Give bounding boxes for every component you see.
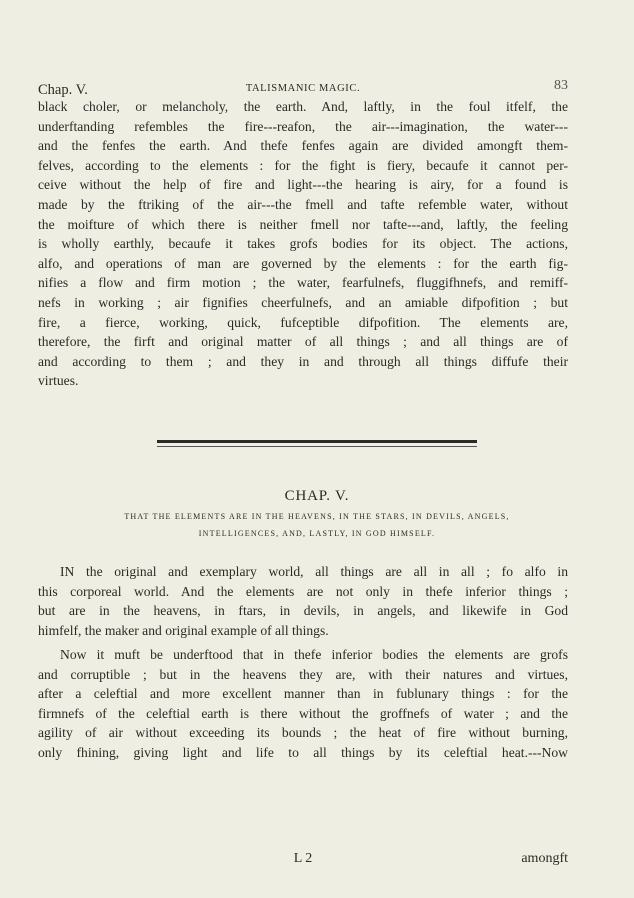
text-line: fire, a fierce, working, quick, fufceptible difpofition. The elements are, [38, 314, 568, 330]
section-rule [157, 440, 477, 443]
header-chapter: Chap. V. [38, 82, 88, 98]
paragraph-2 [38, 645, 568, 763]
text-line: IN the original and exemplary world, all things are all in all ; fo alfo in [60, 564, 568, 579]
text-line: firmnefs of the celeftial earth is there without the groffnefs of water ; and the [38, 705, 568, 721]
text-line: ceive without the help of fire and light---the hearing is airy, for a found is [38, 177, 568, 193]
catchword: amongft [521, 851, 568, 866]
text-line: but are in the heavens, in ftars, in devils, in angels, and likewife in God [38, 603, 568, 619]
text-line: virtues. [38, 373, 79, 389]
text-line: and the fenfes the earth. And thefe fenfes again are divided amongft them- [38, 138, 568, 154]
text-line: Now it muft be underftood that in thefe inferior bodies the elements are grofs [60, 647, 568, 662]
text-line: only fhining, giving light and life to all things by its celeftial heat.---Now [38, 744, 568, 760]
text-line: nifies a flow and firm motion ; the water, fearfulnefs, fluggifhnefs, and remiff- [38, 275, 568, 291]
text-line: made by the ftriking of the air---the fmell and tafte refemble water, without [38, 196, 568, 212]
running-header [38, 78, 568, 98]
text-line: this corporeal world. And the elements are not only in thefe inferior things ; [38, 583, 568, 599]
chapter-title: CHAP. V. [284, 488, 350, 504]
header-title: TALISMANIC MAGIC. [245, 83, 361, 94]
chapter-subtitle-line-2: INTELLIGENCES, AND, LASTLY, IN GOD HIMSELF. [198, 529, 436, 538]
chapter-subtitle-line-1: THAT THE ELEMENTS ARE IN THE HEAVENS, IN THE STARS, IN DEVILS, ANGELS, [124, 512, 510, 521]
section-rule-thin [157, 446, 477, 447]
paragraph-1 [38, 562, 568, 640]
text-line: felves, according to the elements : for the fight is fiery, becaufe it cannot per- [38, 157, 568, 173]
text-line: agility of air without exceeding its bounds ; the heat of fire without burning, [38, 725, 568, 741]
text-line: black choler, or melancholy, the earth. And, laftly, in the foul itfelf, the [38, 99, 568, 114]
text-line: the moifture of which there is neither fmell nor tafte---and, laftly, the feeling [38, 216, 568, 232]
page-number: 83 [554, 78, 568, 93]
text-line: and corruptible ; but in the heavens they are, with their natures and virtues, [38, 666, 568, 682]
body-text-continued [38, 97, 568, 391]
text-line: underftanding refembles the fire---reafon, the air---imagination, the water--- [38, 118, 568, 134]
text-line: alfo, and operations of man are governed by the elements : for the earth fig- [38, 255, 568, 271]
text-line: after a celeftial and more excellent manner than in fublunary things : for the [38, 686, 568, 702]
text-line: is wholly earthly, becaufe it takes grofs bodies for its object. The actions, [38, 236, 568, 252]
text-line: and according to them ; and they in and through all things diffufe their [38, 353, 568, 369]
text-line: nefs in working ; air fignifies cheerfulnefs, and an amiable difpofition ; but [38, 294, 568, 310]
text-line: therefore, the firft and original matter of all things ; and all things are of [38, 334, 568, 350]
signature-mark: L 2 [293, 851, 313, 866]
text-line: himfelf, the maker and original example of all things. [38, 622, 329, 638]
